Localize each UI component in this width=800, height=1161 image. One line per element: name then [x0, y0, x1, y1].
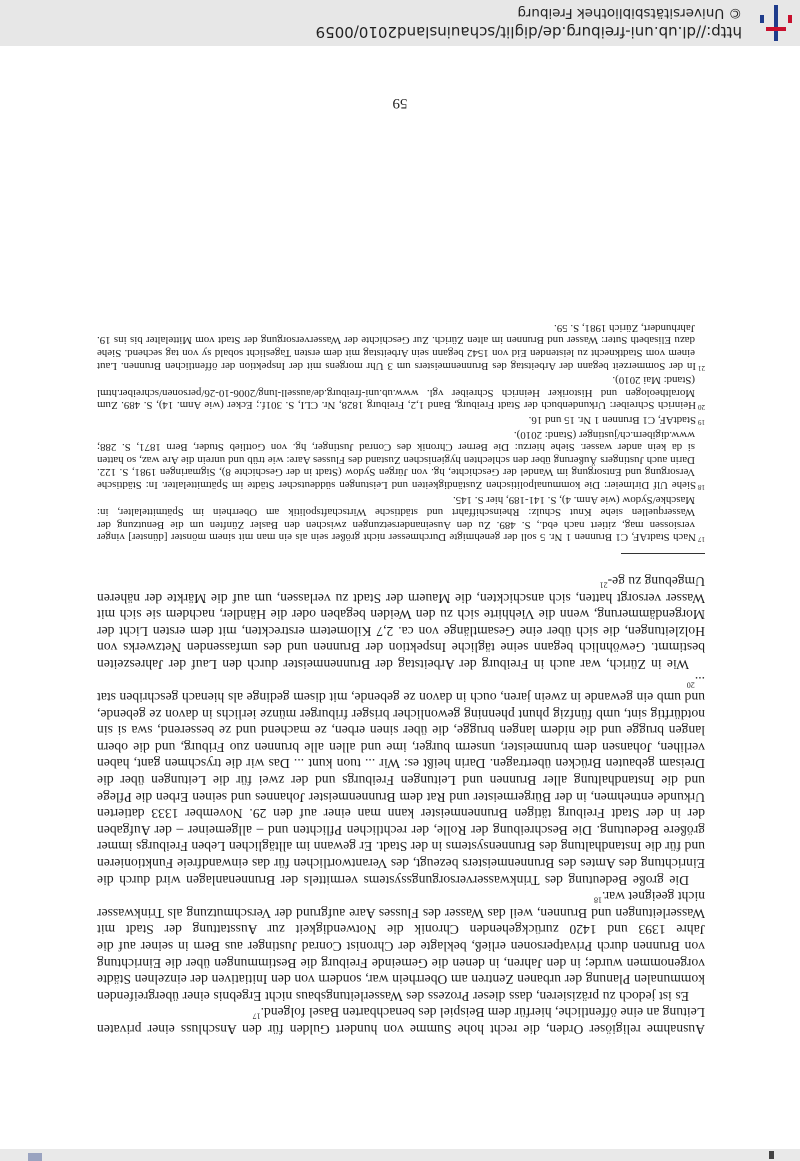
- strip-logo-fragment: [28, 1153, 42, 1161]
- paragraph-2: Es ist jedoch zu präzisieren, dass dieser Prozess des Wasserleitungsbaus nicht Ergebnis einer übergreifenden kommunalen Planung der urbanen Zentren am Oberrhein war, sondern von den Initiativen der einzelnen Städte vorgenommen wurde; in den Jahren, in denen die Gemeinde Freiburg die Bestimmungen über die Einrichtung von Brunnen durch Privatpersonen erließ, beklagte der Chronist Conrad Justinger aus Bern in seiner auf die Jahre 1393 und 1420 zurückgehenden Chronik die Notwendigkeit zur Ausstattung der Stadt mit Wasserleitungen und Brunnen, weil das Wasser des Flusses Aare aufgrund der Verschmutzung als Trinkwasser nicht geeignet war.$^{18}$: [97, 889, 705, 1004]
- footnote: $^{19}$StadtAF, C1 Brunnen 1 Nr. 15 und 16.: [528, 414, 705, 427]
- page-number: 59: [392, 95, 408, 111]
- paragraph-1: Ausnahme religiöser Orden, die recht hohe Summe von hundert Gulden für den Anschluss einer privaten Leitung an eine öffentliche, hierfür dem Beispiel des benachbarten Basel folgend.$^{17}$: [97, 1005, 705, 1037]
- footnote-divider: [621, 553, 705, 554]
- paragraph-4: Wie in Zürich, war auch in Freiburg der Arbeitstag der Brunnenmeister durch den Lauf der Jahreszeiten bestimmt. Gewöhnlich begann seine tägliche Inspektion der Brunnen und des umfassenden Netzwerks von Holzleitungen, die sich über eine Gesamtlänge von ca. 2,7 Kilometern erstreckten, mit dem ersten Licht der Morgendämmerung, wenn die Viehhirte sich zu den Weiden begaben oder die Händler, nachdem sie sich mit Wasser versorgt hatten, sich anschickten, die Mauern der Stadt zu verlassen, um auf die Märkte der näheren Umgebung zu ge-$^{21}$: [97, 573, 705, 672]
- footnote-ref[interactable]: 17: [252, 1011, 261, 1021]
- footnote: $^{17}$Nach StadtAF, C1 Brunnen 1 Nr. 5 soll der genehmigte Durchmesser nicht größer sein als ein man mit sinem mönster [dünster] vinger versiossen mag, zitiert nach ebd., S. 489. Zu den Auseinandersetzungen zwischen den Basler Zünften um die Benutzung der Wasserquellen siehe Knut Schulz: Rheinschiffahrt und städtische Wirtschaftspolitik am Oberrhein im Spätmittelalter, in: Maschke/Sydow (wie Anm. 4), S. 141-189, hier S. 145.: [97, 493, 705, 544]
- footnote-ref[interactable]: 20: [686, 680, 695, 690]
- footnotes: [97, 321, 705, 545]
- footnote-ref[interactable]: 18: [593, 895, 602, 905]
- bottom-toolbar-strip: [0, 1149, 800, 1161]
- page-content: [97, 321, 705, 1037]
- footnote: $^{20}$Heinrich Schreiber: Urkundenbuch der Stadt Freiburg, Band 1,2, Freiburg 1828, Nr. CLI, S. 301f.; Ecker (wie Anm. 14), S. 489. Zum Moraltheologen und Historiker Heinrich Schreiber vgl. www.ub.uni-freiburg.de/aussell-lung/2006-10-26/personen/schreiber.html (Stand: Mai 2010).: [97, 374, 705, 412]
- strip-marker: [769, 1151, 774, 1159]
- header-text: [42, 4, 742, 42]
- footnote: $^{21}$In der Sommerzeit begann der Arbeitstag des Brunnenmeisters um 3 Uhr morgens mit der Inspektion der öffentlichen Brunnen. Laut einem vom Stadtknecht zu leistenden Eid von 1542 begann sein Arbeitstag mit dem ersten Tageslicht sobald sy von tag sechend. Siehe dazu Elisabeth Suter: Wasser und Brunnen im alten Zürich. Zur Geschichte der Wasserversorgung der Stadt vom Mittelalter bis ins 19. Jahrhundert, Zürich 1981, S. 59.: [97, 321, 705, 372]
- header-bar: [0, 0, 800, 46]
- footnote-ref[interactable]: 21: [599, 580, 608, 590]
- library-credit: © Universitätsbibliothek Freiburg: [517, 5, 742, 21]
- university-logo-icon: [756, 5, 796, 41]
- paragraph-3: Die große Bedeutung des Trinkwasserversorgungssystems vermittels der Brunnenanlagen wird durch die Einrichtung des Amtes des Brunnenmeisters bezeugt, des Verantwortlichen für das einwandfreie Funktionieren und für die Instandhaltung des Brunnensystems in der Stadt. Er gewann im alltäglichen Leben Freiburgs immer größere Bedeutung. Die Beschreibung der Rolle, der rechtlichen Pflichten und – allgemeiner – der Aufgaben der in der Stadt Freiburg tätigen Brunnenmeister kann man einer auf den 29. November 1333 datierten Urkunde entnehmen, in der Bürgermeister und Rat dem Brunnenmeister Johannes und seinen Erben die Pflege und die Instandhaltung aller Brunnen und Leitungen Freiburgs und der zwei für die Leitungen über die Dreisam gebauten Brücken übertragen. Darin heißt es: Wir ... tuon kunt ... Das wir die tryschmen gant, haben verlihen, Johansen dem brunmeister, unserm burger, ime und allen alle brunnen zuo Friburg, und die obern langen brugge und die nidern langen brugge, die über sinen erben, ze machend und ze besserend, swa si sin notdürftig sint, umb fünfzig phunt phenning gewonlicher brisger friburger münze ierlichs in davon ze gebende, und umb ein gewande in zwein jaren, ouch in davon ze gebende, mit disem gedinge als hienach geschriben stat ...$^{20}$: [97, 673, 705, 888]
- footnote: $^{18}$Siehe Ulf Dirlmeier: Die kommunalpolitischen Zuständigkeiten und Leistungen süddeutscher Städte im Spätmittelalter. In: Städtische Versorgung und Entsorgung im Wandel der Geschichte, hg. von Jürgen Sydow (Stadt in der Geschichte 8), Sigmaringen 1981, S. 122. Darin auch Justingers Äußerung über den schlechten hygienischen Zustand des Flusses Aare: wie trüb und unrein die Are waz, so hatten si da kein ander wasser. Siehe hierzu: Die Berner Chronik des Conrad Justinger, hg. von Gottlieb Studer, Bern 1871, S. 288; www.digibern.ch/justinger (Stand: 2010).: [97, 428, 705, 491]
- digital-url-link[interactable]: http://dl.ub.uni-freiburg.de/diglit/schauinsland2010/0059: [315, 23, 742, 41]
